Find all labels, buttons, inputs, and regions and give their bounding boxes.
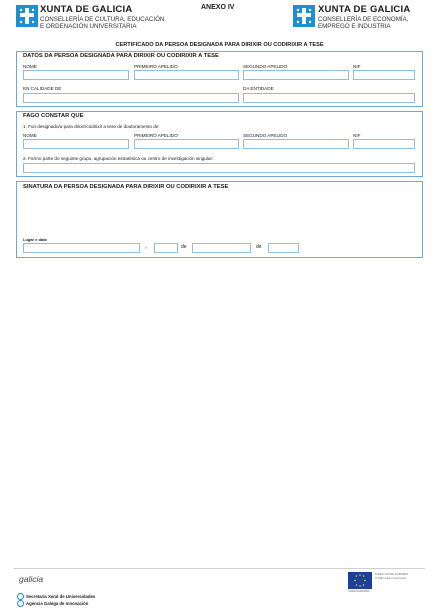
xunta-cross-logo-icon: [293, 5, 315, 27]
de-separator-2: de: [256, 244, 262, 250]
segundo-apelido-doutorando-field[interactable]: [243, 139, 349, 149]
de-separator-1: de: [181, 244, 187, 250]
eu-flag-icon: [348, 572, 372, 589]
anexo-label: ANEXO IV: [201, 4, 235, 11]
certificate-title: CERTIFICADO DA PERSOA DESIGNADA PARA DIRIXIR OU CODIRIXIR A TESE: [115, 42, 324, 48]
label-nome: NOME: [23, 64, 37, 69]
right-brand-title: XUNTA DE GALICIA: [318, 4, 411, 15]
footer-line1: Secretaría Xeral de Universidades: [26, 594, 96, 599]
label-nif-doutorando: NIF: [353, 133, 361, 138]
label-nome-doutorando: NOME: [23, 133, 37, 138]
eu-text-1: FONDO SOCIAL EUROPEO: [375, 573, 409, 576]
mes-field[interactable]: [192, 243, 251, 253]
galicia-logo: galicia: [19, 574, 44, 584]
calidade-field[interactable]: [23, 93, 239, 103]
nome-doutorando-field[interactable]: [23, 139, 129, 149]
label-segundo-apelido-doutorando: SEGUNDO APELIDO: [243, 133, 288, 138]
left-dept-line1: CONSELLERÍA DE CULTURA, EDUCACIÓN: [40, 16, 165, 23]
footer-line2: Agencia Galega de Innovación: [26, 601, 89, 606]
left-dept-line2: E ORDENACIÓN UNIVERSITARIA: [40, 23, 137, 30]
nif-field[interactable]: [353, 70, 415, 80]
segundo-apelido-field[interactable]: [243, 70, 349, 80]
comma-separator: ,: [145, 244, 147, 250]
right-dept-line2: EMPREGO E INDUSTRIA: [318, 23, 391, 30]
xunta-cross-logo-icon: [16, 5, 38, 27]
left-brand-title: XUNTA DE GALICIA: [40, 4, 133, 15]
right-dept-line1: CONSELLERÍA DE ECONOMÍA,: [318, 16, 409, 23]
primeiro-apelido-doutorando-field[interactable]: [134, 139, 239, 149]
footer-rule: [14, 568, 425, 569]
primeiro-apelido-field[interactable]: [134, 70, 239, 80]
label-primeiro-apelido-doutorando: PRIMEIRO APELIDO: [134, 133, 178, 138]
label-nif: NIF: [353, 64, 361, 69]
label-segundo-apelido: SEGUNDO APELIDO: [243, 64, 288, 69]
label-primeiro-apelido: PRIMEIRO APELIDO: [134, 64, 178, 69]
label-entidade: DA ENTIDADE: [243, 86, 274, 91]
dia-field[interactable]: [154, 243, 178, 253]
eu-text-2: O FSE inviste no teu futuro: [375, 577, 407, 580]
lugar-data-label: Lugar e data: [23, 237, 47, 242]
grupo-field[interactable]: [23, 163, 415, 173]
section1-title: DATOS DA PERSOA DESIGNADA PARA DIRIXIR OU CODIRIXIR A TESE: [23, 53, 219, 59]
ano-field[interactable]: [268, 243, 299, 253]
entidade-field[interactable]: [243, 93, 415, 103]
item1-text: 1. Fun designado/a para dirixir/codirixir a tese de doutoramento de:: [23, 124, 160, 129]
label-calidade: EN CALIDADE DE: [23, 86, 62, 91]
eu-text-3: UNIÓN EUROPEA: [348, 590, 370, 593]
nif-doutorando-field[interactable]: [353, 139, 415, 149]
section3-title: SINATURA DA PERSOA DESIGNADA PARA DIRIXIR OU CODIRIXIR A TESE: [23, 184, 229, 190]
nome-field[interactable]: [23, 70, 129, 80]
lugar-field[interactable]: [23, 243, 140, 253]
circle-icon: [17, 593, 24, 600]
item2-text: 2. Formo parte do seguinte grupo, agrupación estratéxica ou centro de investigación singular:: [23, 156, 214, 161]
circle-icon: [17, 600, 24, 607]
section2-title: FAGO CONSTAR QUE: [23, 113, 84, 119]
